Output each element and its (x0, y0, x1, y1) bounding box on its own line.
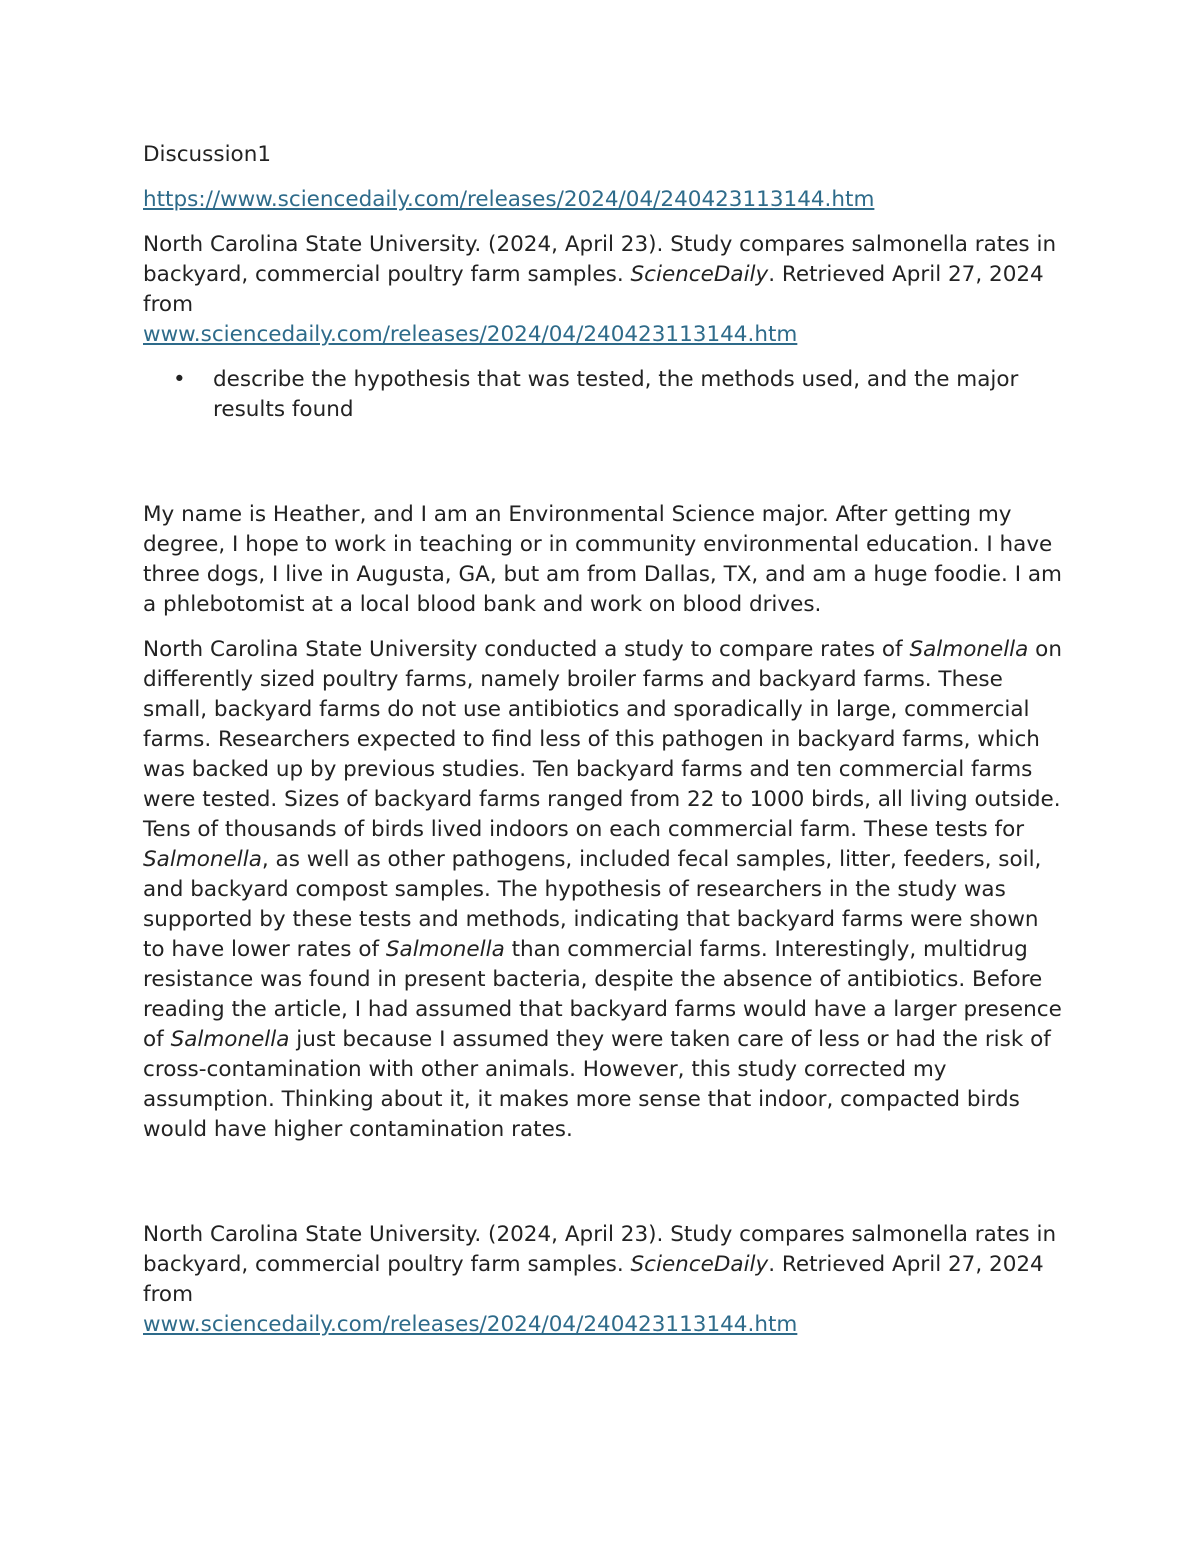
blank-line (143, 1145, 1063, 1220)
citation-bottom (143, 1220, 1063, 1340)
prompt-list-item (143, 365, 1063, 425)
summary-text: , as well as other pathogens, included fecal samples, litter, feeders, soil, and backyard compost samples. The hypothesis of researchers in the study was supported by these tests and methods, indicating that backyard farms were shown to have lower rates of (143, 847, 1042, 962)
blank-line (143, 425, 1063, 500)
citation-source: ScienceDaily (630, 262, 769, 287)
summary-text: on differently sized poultry farms, namely broiler farms and backyard farms. These small, backyard farms do not use antibiotics and sporadically in large, commercial farms. Researchers expected to find less of this pathogen in backyard farms, which was backed up by previous studies. Ten backyard farms and ten commercial farms were tested. Sizes of backyard farms ranged from 22 to 1000 birds, all living outside. Tens of thousands of birds lived indoors on each commercial farm. These tests for (143, 637, 1062, 842)
sciencedaily-link[interactable]: https://www.sciencedaily.com/releases/2024/04/240423113144.htm (143, 187, 875, 212)
prompt-list (143, 365, 1063, 425)
summary-text: than commercial farms. Interestingly, multidrug resistance was found in present bacteria, despite the absence of antibiotics. Before reading the article, I had assumed that backyard farms would have a larger presence of (143, 937, 1062, 1052)
salmonella-term: Salmonella (385, 937, 505, 962)
citation-retrieved: . Retrieved April 27, 2024 from (143, 1252, 1044, 1307)
bullet-icon: • (173, 367, 186, 392)
citation-retrieved: . Retrieved April 27, 2024 from (143, 262, 1044, 317)
summary-text: just because I assumed they were taken care of less or had the risk of cross-contamination with other animals. However, this study corrected my assumption. Thinking about it, it makes more sense that indoor, compacted birds would have higher contamination rates. (143, 1027, 1051, 1142)
citation-text: North Carolina State University. (2024, April 23). Study compares salmonella rates in backyard, commercial poultry farm samples. (143, 1222, 1057, 1277)
prompt-text: describe the hypothesis that was tested, the methods used, and the major results found (213, 367, 1019, 422)
summary-paragraph (143, 635, 1063, 1145)
citation-link[interactable]: www.sciencedaily.com/releases/2024/04/240423113144.htm (143, 322, 798, 347)
citation-link[interactable]: www.sciencedaily.com/releases/2024/04/240423113144.htm (143, 1312, 798, 1337)
intro-paragraph: My name is Heather, and I am an Environmental Science major. After getting my degree, I hope to work in teaching or in community environmental education. I have three dogs, I live in Augusta, GA, but am from Dallas, TX, and am a huge foodie. I am a phlebotomist at a local blood bank and work on blood drives. (143, 502, 1062, 617)
citation-source: ScienceDaily (630, 1252, 769, 1277)
citation-text: North Carolina State University. (2024, April 23). Study compares salmonella rates in backyard, commercial poultry farm samples. (143, 232, 1057, 287)
salmonella-term: Salmonella (170, 1027, 290, 1052)
salmonella-term: Salmonella (143, 847, 262, 872)
top-link-paragraph (143, 185, 1063, 215)
citation-top (143, 230, 1063, 350)
salmonella-term: Salmonella (909, 637, 1029, 662)
document-page (143, 140, 1063, 1355)
document-title: Discussion1 (143, 142, 272, 167)
summary-text: North Carolina State University conducted a study to compare rates of (143, 637, 910, 662)
